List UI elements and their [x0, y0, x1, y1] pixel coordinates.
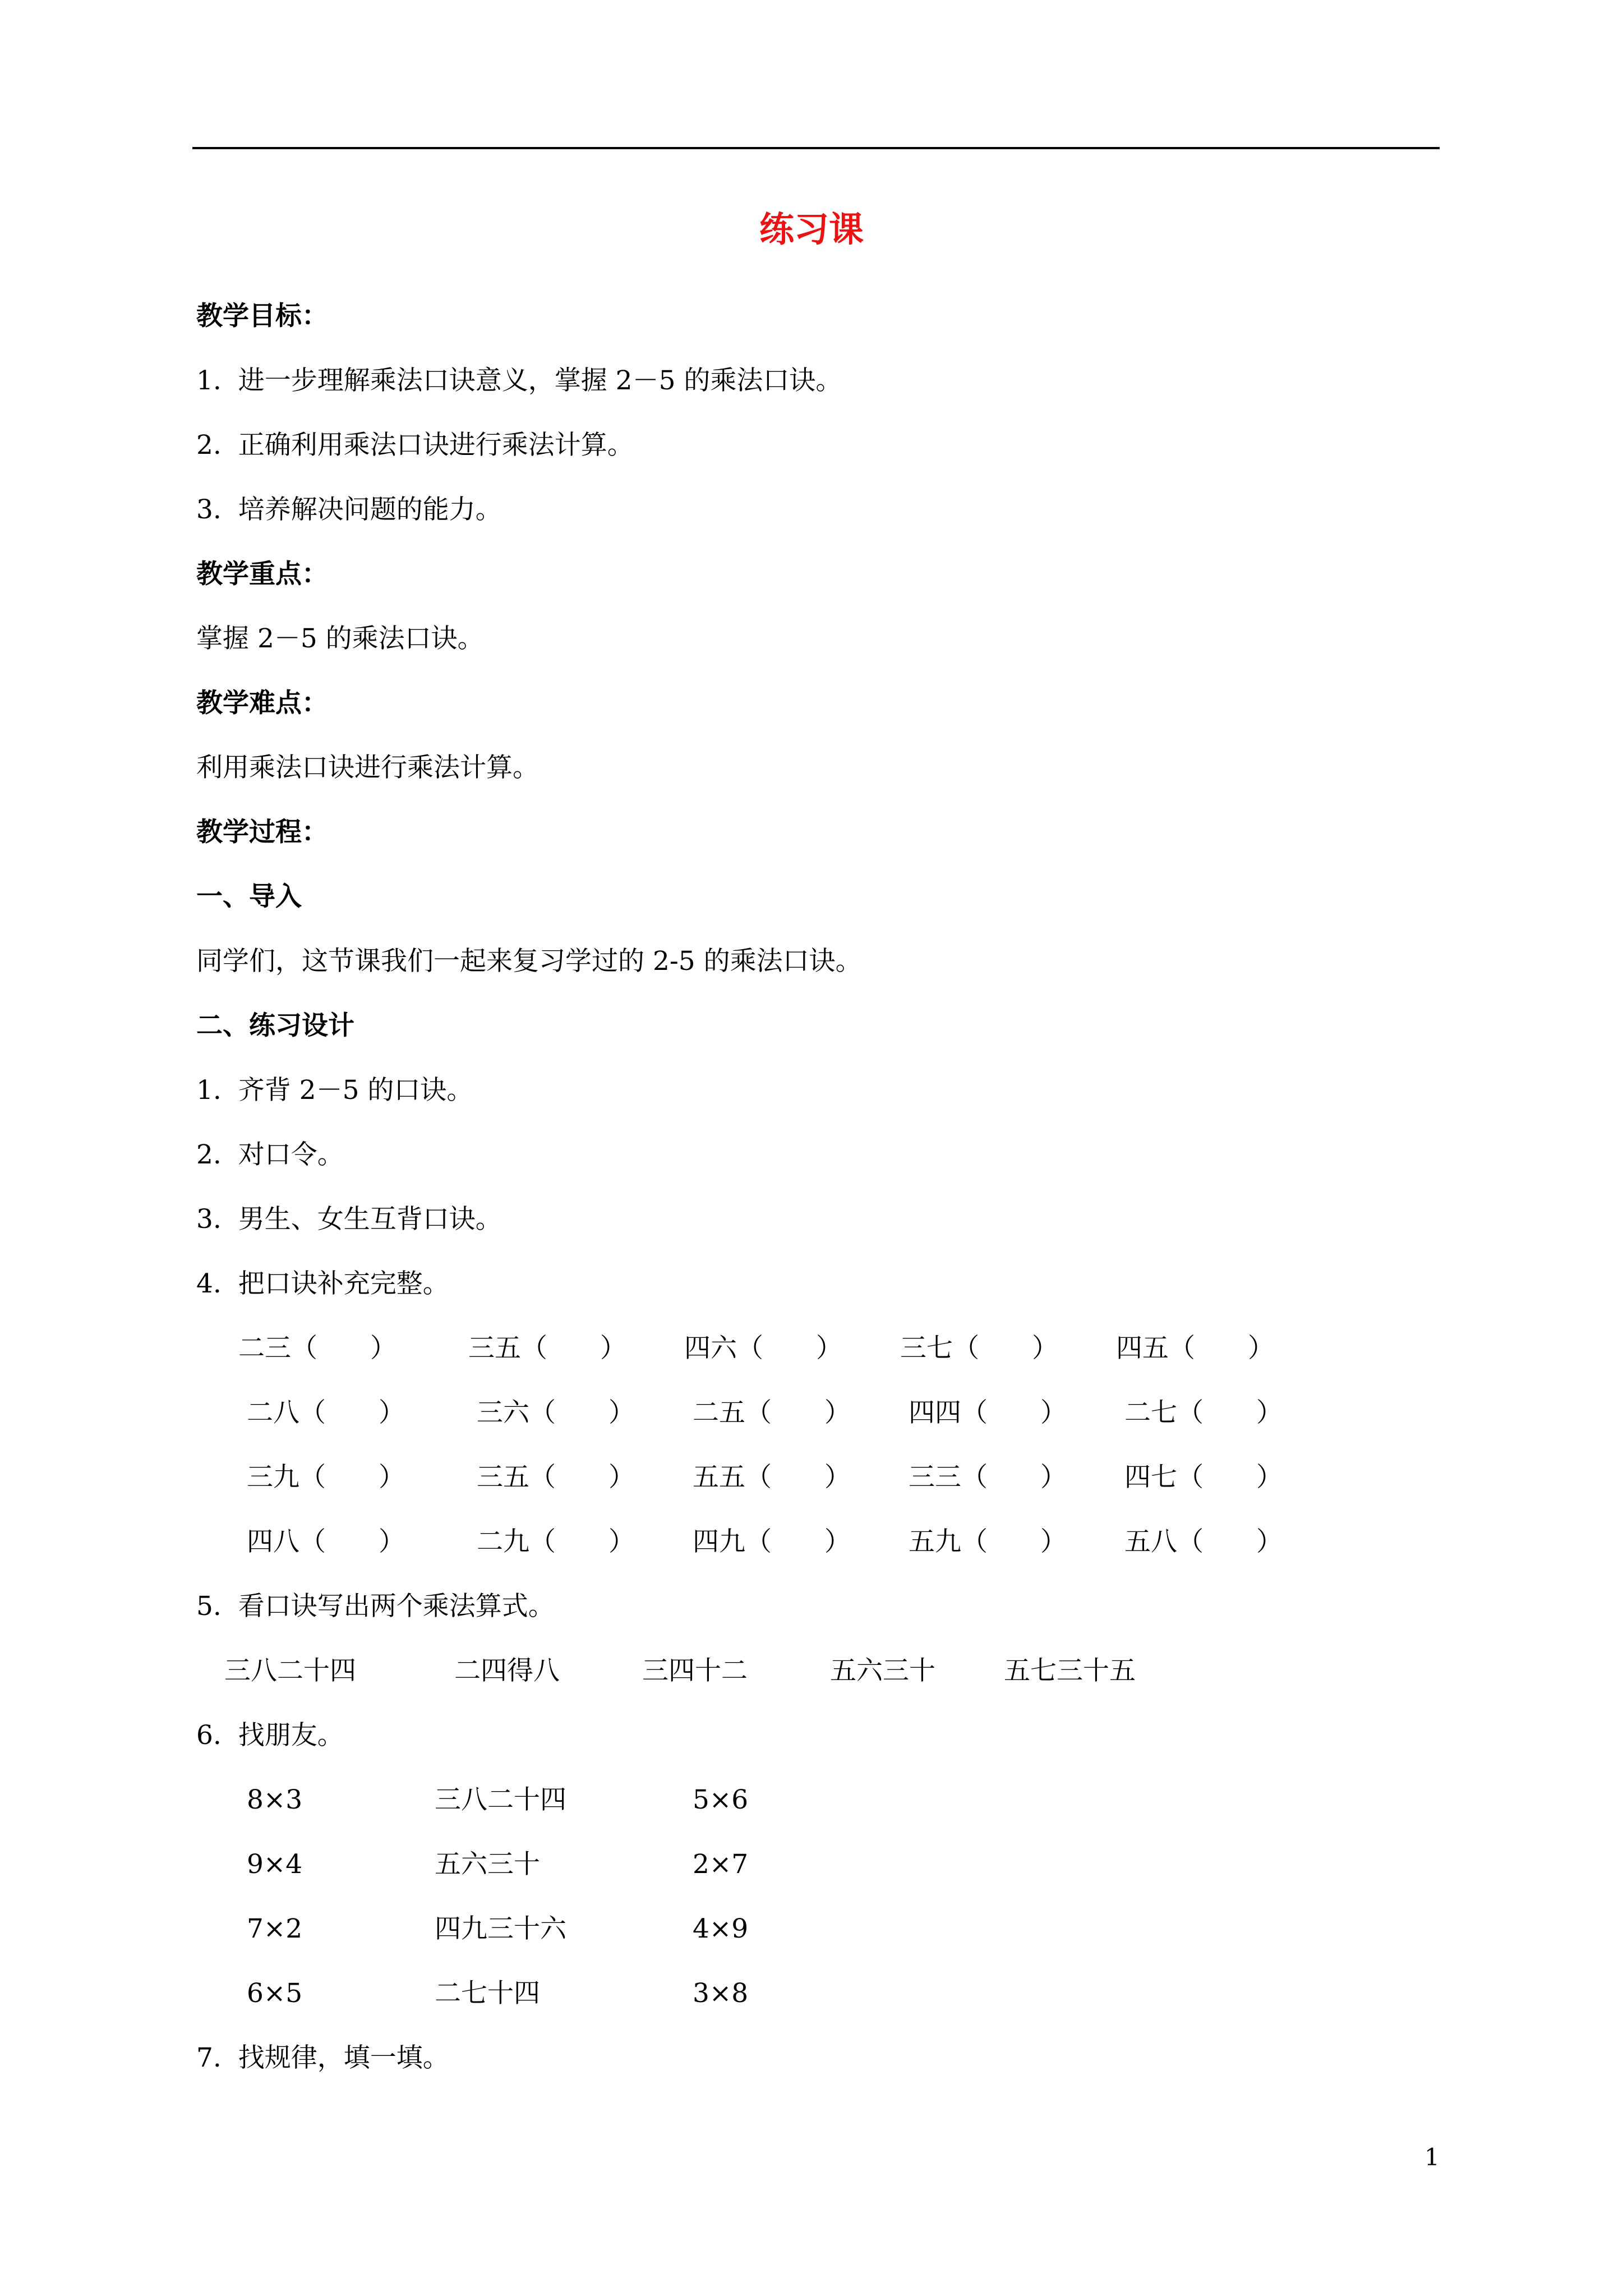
fill-cell: 五五（ ） [693, 1462, 851, 1493]
fill-cell: 三五（ ） [468, 1333, 626, 1364]
practice-item-7: 7. 找规律，填一填。 [196, 2042, 449, 2073]
fill-cell: 四七（ ） [1124, 1462, 1283, 1493]
fill-cell: 五九（ ） [909, 1526, 1067, 1557]
match-cell: 二七十四 [435, 1978, 540, 2009]
fill-cell: 五八（ ） [1124, 1526, 1283, 1557]
match-cell: 3×8 [693, 1978, 749, 2009]
fill-cell: 三三（ ） [909, 1462, 1067, 1493]
match-cell: 五六三十 [435, 1849, 540, 1880]
objective-item: 3. 培养解决问题的能力。 [196, 494, 502, 525]
match-cell: 4×9 [693, 1913, 749, 1944]
practice-item: 1. 齐背 2－5 的口诀。 [196, 1075, 473, 1106]
fill-cell: 三九（ ） [247, 1462, 405, 1493]
rhyme: 二四得八 [454, 1655, 560, 1686]
match-cell: 三八二十四 [435, 1784, 566, 1815]
objectives-heading: 教学目标： [196, 301, 328, 332]
rhyme: 三八二十四 [224, 1655, 356, 1686]
intro-text: 同学们，这节课我们一起来复习学过的 2-5 的乘法口诀。 [196, 946, 862, 977]
fill-cell: 二七（ ） [1124, 1397, 1283, 1428]
match-cell: 5×6 [693, 1784, 749, 1815]
match-cell: 四九三十六 [435, 1913, 566, 1944]
fill-cell: 二五（ ） [693, 1397, 851, 1428]
match-cell: 2×7 [693, 1849, 749, 1880]
rhyme: 五七三十五 [1004, 1655, 1136, 1686]
fill-cell: 二八（ ） [247, 1397, 405, 1428]
key-point-heading: 教学重点： [196, 559, 328, 590]
fill-cell: 四九（ ） [693, 1526, 851, 1557]
fill-cell: 三七（ ） [900, 1333, 1058, 1364]
difficulty-heading: 教学难点： [196, 688, 328, 719]
fill-cell: 三六（ ） [477, 1397, 635, 1428]
header-rule [192, 147, 1440, 149]
rhyme: 五六三十 [830, 1655, 935, 1686]
practice-item: 4. 把口诀补充完整。 [196, 1268, 449, 1299]
difficulty-text: 利用乘法口诀进行乘法计算。 [196, 752, 539, 783]
fill-cell: 二三（ ） [238, 1333, 396, 1364]
match-cell: 8×3 [247, 1784, 303, 1815]
rhyme: 三四十二 [642, 1655, 748, 1686]
objective-item: 2. 正确利用乘法口诀进行乘法计算。 [196, 430, 634, 461]
practice-item-5: 5. 看口诀写出两个乘法算式。 [196, 1591, 555, 1622]
practice-item: 3. 男生、女生互背口诀。 [196, 1204, 502, 1235]
practice-item: 2. 对口令。 [196, 1139, 344, 1170]
page-number: 1 [1424, 2143, 1440, 2171]
fill-cell: 四四（ ） [909, 1397, 1067, 1428]
key-point-text: 掌握 2－5 的乘法口诀。 [196, 623, 484, 654]
match-cell: 9×4 [247, 1849, 303, 1880]
fill-cell: 四六（ ） [684, 1333, 842, 1364]
page-title: 练习课 [759, 209, 864, 250]
match-cell: 7×2 [247, 1913, 303, 1944]
fill-cell: 三五（ ） [477, 1462, 635, 1493]
match-cell: 6×5 [247, 1978, 303, 2009]
practice-item-6: 6. 找朋友。 [196, 1720, 344, 1751]
process-heading: 教学过程： [196, 817, 328, 848]
intro-heading: 一、导入 [196, 881, 302, 912]
fill-cell: 二九（ ） [477, 1526, 635, 1557]
objective-item: 1. 进一步理解乘法口诀意义，掌握 2－5 的乘法口诀。 [196, 365, 842, 396]
fill-cell: 四五（ ） [1116, 1333, 1274, 1364]
practice-heading: 二、练习设计 [196, 1010, 354, 1041]
fill-cell: 四八（ ） [247, 1526, 405, 1557]
